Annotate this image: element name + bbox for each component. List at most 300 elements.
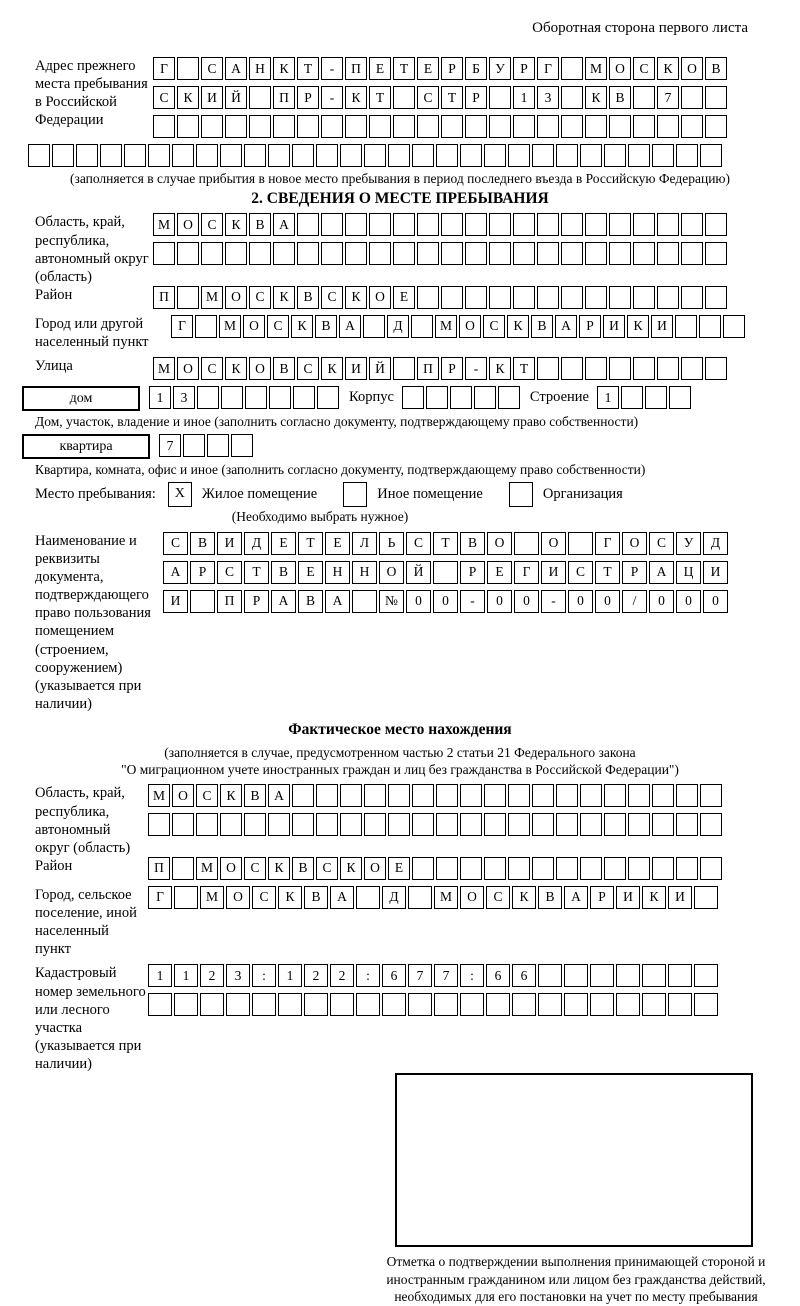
prev-address-row-2[interactable]: [153, 86, 727, 109]
char-cell[interactable]: [694, 886, 718, 909]
char-cell[interactable]: Д: [244, 532, 269, 555]
char-cell[interactable]: В: [705, 57, 727, 80]
char-cell[interactable]: [249, 242, 271, 265]
char-cell[interactable]: П: [417, 357, 439, 380]
char-cell[interactable]: [489, 86, 511, 109]
char-cell[interactable]: [681, 213, 703, 236]
char-cell[interactable]: 1: [597, 386, 619, 409]
char-cell[interactable]: С: [321, 286, 343, 309]
char-cell[interactable]: 0: [595, 590, 620, 613]
char-cell[interactable]: [616, 964, 640, 987]
char-cell[interactable]: Е: [298, 561, 323, 584]
char-cell[interactable]: [183, 434, 205, 457]
char-cell[interactable]: Ц: [676, 561, 701, 584]
char-cell[interactable]: С: [649, 532, 674, 555]
char-cell[interactable]: [486, 993, 510, 1016]
char-cell[interactable]: У: [489, 57, 511, 80]
char-cell[interactable]: [441, 213, 463, 236]
char-cell[interactable]: Д: [382, 886, 406, 909]
char-cell[interactable]: 0: [568, 590, 593, 613]
char-cell[interactable]: 1: [174, 964, 198, 987]
char-cell[interactable]: К: [657, 57, 679, 80]
char-cell[interactable]: С: [316, 857, 338, 880]
char-cell[interactable]: В: [249, 213, 271, 236]
char-cell[interactable]: П: [217, 590, 242, 613]
char-cell[interactable]: 0: [649, 590, 674, 613]
char-cell[interactable]: [221, 386, 243, 409]
char-cell[interactable]: [652, 857, 674, 880]
char-cell[interactable]: А: [330, 886, 354, 909]
char-cell[interactable]: Е: [393, 286, 415, 309]
char-cell[interactable]: П: [153, 286, 175, 309]
char-cell[interactable]: [268, 813, 290, 836]
char-cell[interactable]: [585, 242, 607, 265]
char-cell[interactable]: [585, 286, 607, 309]
char-cell[interactable]: Й: [369, 357, 391, 380]
char-cell[interactable]: [675, 315, 697, 338]
char-cell[interactable]: [556, 857, 578, 880]
char-cell[interactable]: [369, 115, 391, 138]
char-cell[interactable]: [633, 213, 655, 236]
cadastral-row-2[interactable]: [148, 993, 718, 1016]
char-cell[interactable]: [645, 386, 667, 409]
char-cell[interactable]: [604, 784, 626, 807]
char-cell[interactable]: [316, 784, 338, 807]
char-cell[interactable]: Д: [387, 315, 409, 338]
char-cell[interactable]: [231, 434, 253, 457]
char-cell[interactable]: А: [273, 213, 295, 236]
char-cell[interactable]: К: [268, 857, 290, 880]
char-cell[interactable]: К: [177, 86, 199, 109]
char-cell[interactable]: [412, 784, 434, 807]
char-cell[interactable]: [402, 386, 424, 409]
char-cell[interactable]: [124, 144, 146, 167]
char-cell[interactable]: [628, 144, 650, 167]
char-cell[interactable]: [484, 784, 506, 807]
char-cell[interactable]: [450, 386, 472, 409]
char-cell[interactable]: Л: [352, 532, 377, 555]
char-cell[interactable]: [532, 784, 554, 807]
char-cell[interactable]: К: [585, 86, 607, 109]
char-cell[interactable]: Е: [388, 857, 410, 880]
checkbox-residential[interactable]: X: [168, 482, 192, 507]
char-cell[interactable]: С: [568, 561, 593, 584]
char-cell[interactable]: [694, 993, 718, 1016]
char-cell[interactable]: [356, 886, 380, 909]
char-cell[interactable]: Е: [325, 532, 350, 555]
char-cell[interactable]: Н: [249, 57, 271, 80]
char-cell[interactable]: -: [321, 57, 343, 80]
house-word-box[interactable]: дом: [22, 386, 140, 411]
char-cell[interactable]: 0: [433, 590, 458, 613]
char-cell[interactable]: [244, 144, 266, 167]
char-cell[interactable]: [441, 286, 463, 309]
char-cell[interactable]: 1: [149, 386, 171, 409]
char-cell[interactable]: И: [616, 886, 640, 909]
char-cell[interactable]: [676, 144, 698, 167]
char-cell[interactable]: [345, 242, 367, 265]
char-cell[interactable]: В: [271, 561, 296, 584]
char-cell[interactable]: [148, 813, 170, 836]
char-cell[interactable]: [330, 993, 354, 1016]
char-cell[interactable]: О: [609, 57, 631, 80]
char-cell[interactable]: [556, 144, 578, 167]
char-cell[interactable]: В: [298, 590, 323, 613]
char-cell[interactable]: [172, 144, 194, 167]
char-cell[interactable]: [498, 386, 520, 409]
char-cell[interactable]: [537, 357, 559, 380]
char-cell[interactable]: О: [622, 532, 647, 555]
char-cell[interactable]: [292, 784, 314, 807]
char-cell[interactable]: [508, 813, 530, 836]
char-cell[interactable]: [436, 857, 458, 880]
char-cell[interactable]: [417, 242, 439, 265]
char-cell[interactable]: 7: [159, 434, 181, 457]
char-cell[interactable]: [681, 286, 703, 309]
char-cell[interactable]: [652, 813, 674, 836]
char-cell[interactable]: /: [622, 590, 647, 613]
char-cell[interactable]: Й: [406, 561, 431, 584]
char-cell[interactable]: И: [603, 315, 625, 338]
char-cell[interactable]: Р: [190, 561, 215, 584]
char-cell[interactable]: [321, 213, 343, 236]
char-cell[interactable]: [197, 386, 219, 409]
char-cell[interactable]: [514, 532, 539, 555]
char-cell[interactable]: [190, 590, 215, 613]
char-cell[interactable]: [436, 813, 458, 836]
char-cell[interactable]: [364, 144, 386, 167]
char-cell[interactable]: [408, 993, 432, 1016]
char-cell[interactable]: [585, 115, 607, 138]
char-cell[interactable]: [252, 993, 276, 1016]
char-cell[interactable]: [369, 242, 391, 265]
char-cell[interactable]: [604, 857, 626, 880]
char-cell[interactable]: Д: [703, 532, 728, 555]
char-cell[interactable]: Т: [298, 532, 323, 555]
char-cell[interactable]: [244, 813, 266, 836]
char-cell[interactable]: Е: [271, 532, 296, 555]
char-cell[interactable]: 0: [487, 590, 512, 613]
char-cell[interactable]: Г: [153, 57, 175, 80]
actual-district-row[interactable]: [148, 857, 722, 880]
char-cell[interactable]: [411, 315, 433, 338]
char-cell[interactable]: И: [541, 561, 566, 584]
char-cell[interactable]: [249, 115, 271, 138]
region-row-2[interactable]: [153, 242, 727, 265]
char-cell[interactable]: [700, 144, 722, 167]
char-cell[interactable]: Т: [595, 561, 620, 584]
char-cell[interactable]: [700, 813, 722, 836]
char-cell[interactable]: [512, 993, 536, 1016]
char-cell[interactable]: [568, 532, 593, 555]
char-cell[interactable]: [561, 242, 583, 265]
actual-region-row-2[interactable]: [148, 813, 722, 836]
char-cell[interactable]: К: [340, 857, 362, 880]
char-cell[interactable]: [616, 993, 640, 1016]
char-cell[interactable]: [196, 144, 218, 167]
char-cell[interactable]: [633, 357, 655, 380]
actual-city-row[interactable]: [148, 886, 718, 909]
char-cell[interactable]: К: [225, 213, 247, 236]
char-cell[interactable]: [484, 144, 506, 167]
char-cell[interactable]: [153, 242, 175, 265]
char-cell[interactable]: [76, 144, 98, 167]
char-cell[interactable]: [177, 242, 199, 265]
char-cell[interactable]: К: [627, 315, 649, 338]
char-cell[interactable]: [580, 784, 602, 807]
char-cell[interactable]: [538, 964, 562, 987]
char-cell[interactable]: 2: [304, 964, 328, 987]
cadastral-row-1[interactable]: [148, 964, 718, 987]
char-cell[interactable]: К: [489, 357, 511, 380]
char-cell[interactable]: [489, 242, 511, 265]
char-cell[interactable]: М: [200, 886, 224, 909]
char-cell[interactable]: [681, 357, 703, 380]
char-cell[interactable]: [609, 242, 631, 265]
char-cell[interactable]: К: [512, 886, 536, 909]
char-cell[interactable]: [340, 813, 362, 836]
char-cell[interactable]: [609, 213, 631, 236]
char-cell[interactable]: [268, 144, 290, 167]
char-cell[interactable]: [174, 886, 198, 909]
char-cell[interactable]: [412, 813, 434, 836]
char-cell[interactable]: С: [297, 357, 319, 380]
char-cell[interactable]: [657, 286, 679, 309]
char-cell[interactable]: И: [201, 86, 223, 109]
char-cell[interactable]: М: [148, 784, 170, 807]
char-cell[interactable]: К: [278, 886, 302, 909]
char-cell[interactable]: В: [538, 886, 562, 909]
char-cell[interactable]: [297, 213, 319, 236]
char-cell[interactable]: [245, 386, 267, 409]
char-cell[interactable]: [513, 213, 535, 236]
char-cell[interactable]: [705, 286, 727, 309]
char-cell[interactable]: [352, 590, 377, 613]
char-cell[interactable]: О: [369, 286, 391, 309]
char-cell[interactable]: 0: [676, 590, 701, 613]
char-cell[interactable]: [441, 242, 463, 265]
char-cell[interactable]: [369, 213, 391, 236]
char-cell[interactable]: [669, 386, 691, 409]
char-cell[interactable]: [538, 993, 562, 1016]
document-row-3[interactable]: [163, 590, 728, 613]
char-cell[interactable]: [226, 993, 250, 1016]
char-cell[interactable]: [408, 886, 432, 909]
char-cell[interactable]: Г: [148, 886, 172, 909]
char-cell[interactable]: О: [177, 357, 199, 380]
char-cell[interactable]: Н: [352, 561, 377, 584]
char-cell[interactable]: [657, 357, 679, 380]
char-cell[interactable]: 3: [173, 386, 195, 409]
char-cell[interactable]: [484, 813, 506, 836]
char-cell[interactable]: [316, 813, 338, 836]
char-cell[interactable]: Т: [513, 357, 535, 380]
char-cell[interactable]: 3: [226, 964, 250, 987]
char-cell[interactable]: [668, 964, 692, 987]
char-cell[interactable]: 6: [486, 964, 510, 987]
char-cell[interactable]: К: [642, 886, 666, 909]
char-cell[interactable]: Б: [465, 57, 487, 80]
char-cell[interactable]: Е: [487, 561, 512, 584]
char-cell[interactable]: [412, 144, 434, 167]
char-cell[interactable]: [705, 213, 727, 236]
char-cell[interactable]: В: [297, 286, 319, 309]
char-cell[interactable]: [561, 213, 583, 236]
char-cell[interactable]: [681, 115, 703, 138]
char-cell[interactable]: [642, 964, 666, 987]
char-cell[interactable]: П: [273, 86, 295, 109]
char-cell[interactable]: [340, 784, 362, 807]
char-cell[interactable]: [393, 242, 415, 265]
char-cell[interactable]: [201, 115, 223, 138]
city-row[interactable]: [171, 315, 745, 338]
char-cell[interactable]: [633, 115, 655, 138]
apartment-number-cells[interactable]: [159, 434, 253, 457]
char-cell[interactable]: О: [460, 886, 484, 909]
char-cell[interactable]: [590, 964, 614, 987]
char-cell[interactable]: Т: [297, 57, 319, 80]
char-cell[interactable]: [356, 993, 380, 1016]
prev-address-row-4[interactable]: [28, 144, 800, 167]
char-cell[interactable]: И: [668, 886, 692, 909]
char-cell[interactable]: [393, 115, 415, 138]
char-cell[interactable]: [465, 115, 487, 138]
char-cell[interactable]: Р: [441, 57, 463, 80]
char-cell[interactable]: [388, 784, 410, 807]
char-cell[interactable]: [417, 213, 439, 236]
char-cell[interactable]: [564, 964, 588, 987]
char-cell[interactable]: [278, 993, 302, 1016]
char-cell[interactable]: [177, 57, 199, 80]
char-cell[interactable]: К: [291, 315, 313, 338]
char-cell[interactable]: [668, 993, 692, 1016]
prev-address-row-3[interactable]: [153, 115, 727, 138]
char-cell[interactable]: [460, 144, 482, 167]
char-cell[interactable]: П: [148, 857, 170, 880]
char-cell[interactable]: [633, 286, 655, 309]
char-cell[interactable]: [561, 86, 583, 109]
char-cell[interactable]: [633, 242, 655, 265]
char-cell[interactable]: -: [460, 590, 485, 613]
char-cell[interactable]: О: [681, 57, 703, 80]
char-cell[interactable]: [153, 115, 175, 138]
char-cell[interactable]: С: [201, 57, 223, 80]
char-cell[interactable]: Й: [225, 86, 247, 109]
char-cell[interactable]: В: [190, 532, 215, 555]
char-cell[interactable]: Р: [622, 561, 647, 584]
char-cell[interactable]: М: [153, 213, 175, 236]
char-cell[interactable]: [364, 784, 386, 807]
char-cell[interactable]: 7: [657, 86, 679, 109]
char-cell[interactable]: [174, 993, 198, 1016]
char-cell[interactable]: [657, 242, 679, 265]
char-cell[interactable]: [513, 242, 535, 265]
char-cell[interactable]: К: [273, 286, 295, 309]
char-cell[interactable]: [321, 242, 343, 265]
char-cell[interactable]: [460, 784, 482, 807]
char-cell[interactable]: [590, 993, 614, 1016]
char-cell[interactable]: [317, 386, 339, 409]
char-cell[interactable]: В: [273, 357, 295, 380]
char-cell[interactable]: [196, 813, 218, 836]
char-cell[interactable]: [100, 144, 122, 167]
char-cell[interactable]: [604, 144, 626, 167]
char-cell[interactable]: [460, 857, 482, 880]
char-cell[interactable]: Г: [595, 532, 620, 555]
char-cell[interactable]: [417, 115, 439, 138]
char-cell[interactable]: [436, 144, 458, 167]
char-cell[interactable]: [508, 784, 530, 807]
char-cell[interactable]: [628, 857, 650, 880]
char-cell[interactable]: [293, 386, 315, 409]
char-cell[interactable]: О: [249, 357, 271, 380]
char-cell[interactable]: :: [252, 964, 276, 987]
char-cell[interactable]: В: [292, 857, 314, 880]
char-cell[interactable]: [676, 857, 698, 880]
region-row-1[interactable]: [153, 213, 727, 236]
char-cell[interactable]: [694, 964, 718, 987]
char-cell[interactable]: П: [345, 57, 367, 80]
char-cell[interactable]: :: [460, 964, 484, 987]
char-cell[interactable]: [580, 813, 602, 836]
char-cell[interactable]: [532, 857, 554, 880]
char-cell[interactable]: [700, 857, 722, 880]
document-row-1[interactable]: [163, 532, 728, 555]
char-cell[interactable]: 2: [330, 964, 354, 987]
char-cell[interactable]: М: [435, 315, 457, 338]
char-cell[interactable]: С: [417, 86, 439, 109]
char-cell[interactable]: И: [217, 532, 242, 555]
char-cell[interactable]: М: [201, 286, 223, 309]
char-cell[interactable]: 7: [408, 964, 432, 987]
char-cell[interactable]: [723, 315, 745, 338]
char-cell[interactable]: [433, 561, 458, 584]
char-cell[interactable]: [382, 993, 406, 1016]
char-cell[interactable]: В: [315, 315, 337, 338]
house-number-cells[interactable]: [149, 386, 339, 409]
char-cell[interactable]: [556, 813, 578, 836]
char-cell[interactable]: [436, 784, 458, 807]
char-cell[interactable]: [561, 357, 583, 380]
char-cell[interactable]: И: [163, 590, 188, 613]
char-cell[interactable]: [148, 144, 170, 167]
char-cell[interactable]: [532, 144, 554, 167]
char-cell[interactable]: [628, 813, 650, 836]
char-cell[interactable]: 0: [703, 590, 728, 613]
char-cell[interactable]: С: [244, 857, 266, 880]
char-cell[interactable]: [609, 357, 631, 380]
char-cell[interactable]: А: [225, 57, 247, 80]
char-cell[interactable]: 0: [406, 590, 431, 613]
char-cell[interactable]: [465, 286, 487, 309]
char-cell[interactable]: [609, 115, 631, 138]
char-cell[interactable]: [657, 115, 679, 138]
char-cell[interactable]: [561, 286, 583, 309]
char-cell[interactable]: [537, 115, 559, 138]
char-cell[interactable]: [681, 242, 703, 265]
char-cell[interactable]: [676, 813, 698, 836]
apartment-word-box[interactable]: квартира: [22, 434, 150, 459]
char-cell[interactable]: А: [163, 561, 188, 584]
char-cell[interactable]: [537, 286, 559, 309]
char-cell[interactable]: 6: [382, 964, 406, 987]
char-cell[interactable]: [652, 144, 674, 167]
char-cell[interactable]: [345, 213, 367, 236]
char-cell[interactable]: [292, 144, 314, 167]
char-cell[interactable]: [269, 386, 291, 409]
char-cell[interactable]: О: [220, 857, 242, 880]
char-cell[interactable]: [172, 857, 194, 880]
